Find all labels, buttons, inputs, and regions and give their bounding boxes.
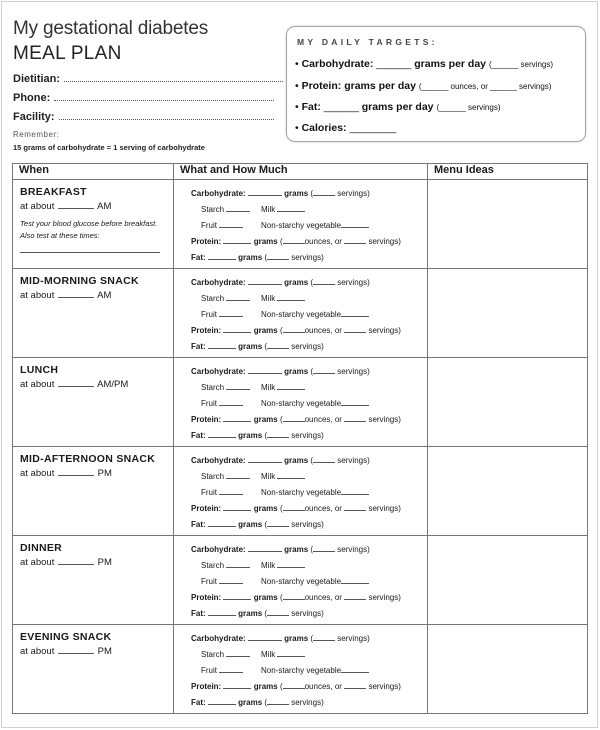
- what-line[interactable]: Fruit Non-starchy vegetable: [191, 220, 427, 236]
- menu-ideas-cell[interactable]: [428, 625, 588, 714]
- what-cell[interactable]: [174, 536, 428, 625]
- what-line[interactable]: Fat: grams ( servings): [191, 520, 324, 529]
- what-line[interactable]: Carbohydrate: grams ( servings): [191, 278, 370, 287]
- target-protein[interactable]: • Protein: grams per day (______ ounces, or ______ servings): [295, 80, 552, 92]
- when-cell: [13, 447, 174, 536]
- what-line[interactable]: Starch Milk: [191, 204, 427, 220]
- menu-ideas-cell[interactable]: [428, 269, 588, 358]
- table-row: [13, 358, 588, 447]
- phone-line[interactable]: [54, 92, 274, 101]
- meal-name: MID-AFTERNOON SNACK: [20, 453, 156, 465]
- title-line1: My gestational diabetes: [13, 18, 209, 39]
- what-line[interactable]: Fruit Non-starchy vegetable: [191, 309, 427, 325]
- glucose-test-line[interactable]: [20, 242, 160, 253]
- when-cell: [13, 180, 174, 269]
- phone-label: Phone:: [13, 92, 51, 104]
- table-row: [13, 625, 588, 714]
- page-title: MEAL PLAN: [13, 43, 122, 64]
- what-line[interactable]: Fat: grams ( servings): [191, 431, 324, 440]
- dietitian-line[interactable]: [64, 73, 283, 82]
- what-cell[interactable]: [174, 269, 428, 358]
- menu-ideas-cell[interactable]: [428, 447, 588, 536]
- target-carbohydrate[interactable]: • Carbohydrate: ______ grams per day (______ servings): [295, 58, 553, 70]
- what-line[interactable]: Carbohydrate: grams ( servings): [191, 189, 370, 198]
- header-menu-ideas: Menu Ideas: [428, 164, 588, 180]
- what-line[interactable]: Carbohydrate: grams ( servings): [191, 545, 370, 554]
- table-row: [13, 180, 588, 269]
- what-line[interactable]: Fruit Non-starchy vegetable: [191, 398, 427, 414]
- what-line[interactable]: Starch Milk: [191, 293, 427, 309]
- what-line[interactable]: Fruit Non-starchy vegetable: [191, 487, 427, 503]
- meal-time[interactable]: at about AM: [20, 201, 112, 212]
- what-line[interactable]: Protein: grams ( ounces, or servings): [191, 326, 401, 335]
- table-header-row: [13, 164, 588, 180]
- what-line[interactable]: Carbohydrate: grams ( servings): [191, 367, 370, 376]
- remember-label: Remember:: [13, 130, 60, 139]
- menu-ideas-cell[interactable]: [428, 358, 588, 447]
- what-line[interactable]: Fat: grams ( servings): [191, 698, 324, 707]
- when-cell: [13, 269, 174, 358]
- target-fat[interactable]: • Fat: ______ grams per day (______ servings): [295, 101, 501, 113]
- table-row: [13, 447, 588, 536]
- what-line[interactable]: Fat: grams ( servings): [191, 609, 324, 618]
- meal-time[interactable]: at about PM: [20, 557, 112, 568]
- header-what: What and How Much: [174, 164, 428, 180]
- what-line[interactable]: Starch Milk: [191, 382, 427, 398]
- meal-name: MID-MORNING SNACK: [20, 275, 139, 287]
- meal-time[interactable]: at about AM/PM: [20, 379, 129, 390]
- meal-time[interactable]: at about PM: [20, 646, 112, 657]
- what-line[interactable]: Protein: grams ( ounces, or servings): [191, 682, 401, 691]
- what-cell[interactable]: [174, 625, 428, 714]
- daily-targets-box: [286, 26, 586, 142]
- what-line[interactable]: Protein: grams ( ounces, or servings): [191, 237, 401, 246]
- when-cell: [13, 358, 174, 447]
- facility-label: Facility:: [13, 111, 55, 123]
- what-cell[interactable]: [174, 447, 428, 536]
- what-line[interactable]: Fruit Non-starchy vegetable: [191, 665, 427, 681]
- header-when: When: [13, 164, 174, 180]
- meal-name: BREAKFAST: [20, 186, 87, 198]
- meal-time[interactable]: at about AM: [20, 290, 112, 301]
- meal-time[interactable]: at about PM: [20, 468, 112, 479]
- facility-field[interactable]: [13, 111, 274, 123]
- meal-name: EVENING SNACK: [20, 631, 112, 643]
- table-row: [13, 536, 588, 625]
- glucose-test-note: Test your blood glucose before breakfast. Also test at these times:: [20, 219, 158, 240]
- when-cell: [13, 536, 174, 625]
- what-line[interactable]: Starch Milk: [191, 649, 427, 665]
- what-line[interactable]: Carbohydrate: grams ( servings): [191, 456, 370, 465]
- what-cell[interactable]: [174, 180, 428, 269]
- what-line[interactable]: Protein: grams ( ounces, or servings): [191, 415, 401, 424]
- meal-plan-table: [12, 163, 588, 714]
- meal-name: LUNCH: [20, 364, 59, 376]
- what-line[interactable]: Starch Milk: [191, 471, 427, 487]
- what-line[interactable]: Protein: grams ( ounces, or servings): [191, 593, 401, 602]
- meal-name: DINNER: [20, 542, 63, 554]
- what-line[interactable]: Protein: grams ( ounces, or servings): [191, 504, 401, 513]
- what-cell[interactable]: [174, 358, 428, 447]
- facility-line[interactable]: [59, 111, 274, 120]
- dietitian-label: Dietitian:: [13, 73, 61, 85]
- menu-ideas-cell[interactable]: [428, 180, 588, 269]
- targets-heading: MY DAILY TARGETS:: [297, 37, 438, 47]
- when-cell: [13, 625, 174, 714]
- what-line[interactable]: Fat: grams ( servings): [191, 253, 324, 262]
- what-line[interactable]: Fruit Non-starchy vegetable: [191, 576, 427, 592]
- target-calories[interactable]: • Calories: ________: [295, 122, 397, 134]
- what-line[interactable]: Carbohydrate: grams ( servings): [191, 634, 370, 643]
- phone-field[interactable]: [13, 92, 274, 104]
- dietitian-field[interactable]: [13, 73, 283, 85]
- what-line[interactable]: Fat: grams ( servings): [191, 342, 324, 351]
- table-row: [13, 269, 588, 358]
- menu-ideas-cell[interactable]: [428, 536, 588, 625]
- what-line[interactable]: Starch Milk: [191, 560, 427, 576]
- carb-note: 15 grams of carbohydrate = 1 serving of carbohydrate: [13, 143, 205, 152]
